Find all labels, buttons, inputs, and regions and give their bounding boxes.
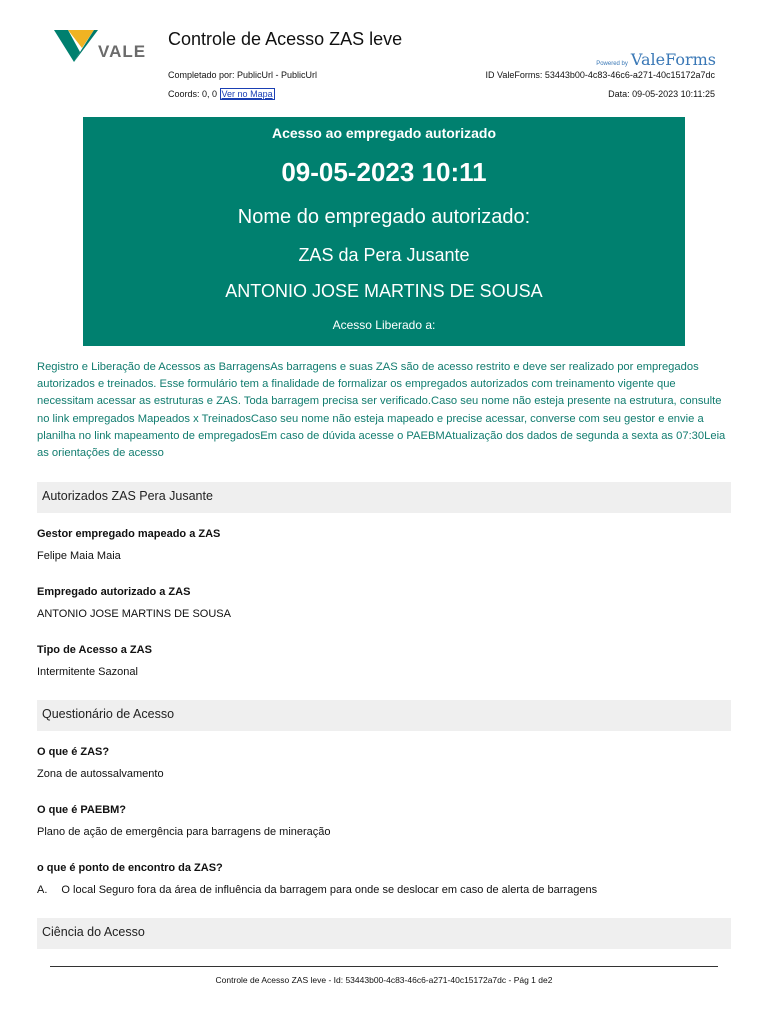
document-header (0, 0, 768, 110)
form-id: ID ValeForms: 53443b00-4c83-46c6-a271-40c15172a7dc (485, 70, 715, 80)
section-header: Questionário de Acesso (37, 700, 731, 731)
completed-by: Completado por: PublicUrl - PublicUrl (168, 70, 318, 80)
field-value: Plano de ação de emergência para barragens de mineração (37, 826, 331, 838)
field-label: O que é PAEBM? (37, 804, 127, 816)
coords-text: Coords: 0, 0 (168, 89, 218, 99)
field-label: Empregado autorizado a ZAS (37, 586, 191, 598)
logo-text: VALE (98, 42, 147, 61)
powered-by-label: Powered by (596, 61, 628, 67)
powered-by (596, 50, 716, 69)
banner-release: Acesso Liberado a: (332, 318, 436, 332)
document-title: Controle de Acesso ZAS leve (168, 29, 403, 49)
banner-name-label: Nome do empregado autorizado: (237, 206, 531, 228)
choice-answer (37, 884, 597, 896)
field-value: ANTONIO JOSE MARTINS DE SOUSA (37, 608, 231, 620)
footer-divider (50, 966, 718, 967)
field-label: Gestor empregado mapeado a ZAS (37, 528, 221, 540)
map-link[interactable]: Ver no Mapa (221, 89, 273, 99)
section-header: Autorizados ZAS Pera Jusante (37, 482, 731, 513)
section-header: Ciência do Acesso (37, 918, 731, 949)
banner-datetime: 09-05-2023 10:11 (281, 157, 487, 187)
banner-person: ANTONIO JOSE MARTINS DE SOUSA (225, 281, 543, 301)
banner-zas: ZAS da Pera Jusante (298, 245, 470, 265)
coords-line (168, 89, 275, 99)
field-label: O que é ZAS? (37, 746, 110, 758)
field-label: o que é ponto de encontro da ZAS? (37, 862, 223, 874)
intro-text: Registro e Liberação de Acessos as BarragensAs barragens e suas ZAS são de acesso restrito e deve ser realizado por empregados autorizados e treinados. Esse formulário tem a finalidade de formalizar os empregados autorizados com treinamento vigente que necessitam acessar as estruturas e ZAS. Toda barragem precisa ser verificado.Caso seu nome não esteja presente na estrutura, consulte no link empregados Mapeados x TreinadosCaso seu nome não esteja mapeado e precise acessar, converse com seu gestor e envie a planilha no link mapeamento de empregadosEm caso de dúvida acesse o PAEBMAtualização dos dados de segunda a sexta as 07:30Leia as orientações de acesso (37, 361, 726, 460)
form-date: Data: 09-05-2023 10:11:25 (608, 89, 715, 99)
field-label: Tipo de Acesso a ZAS (37, 644, 152, 656)
page-footer: Controle de Acesso ZAS leve - Id: 53443b00-4c83-46c6-a271-40c15172a7dc - Pág 1 de2 (215, 975, 553, 985)
field-value: Intermitente Sazonal (37, 666, 138, 678)
field-value: Zona de autossalvamento (37, 768, 164, 780)
valeforms-brand: ValeForms (630, 50, 716, 69)
access-banner (83, 117, 685, 346)
field-value: Felipe Maia Maia (37, 550, 121, 562)
banner-access-title: Acesso ao empregado autorizado (271, 125, 497, 141)
choice-text: O local Seguro fora da área de influência da barragem para onde se deslocar em caso de alerta de barragens (61, 884, 598, 896)
choice-letter: A. (37, 884, 48, 896)
